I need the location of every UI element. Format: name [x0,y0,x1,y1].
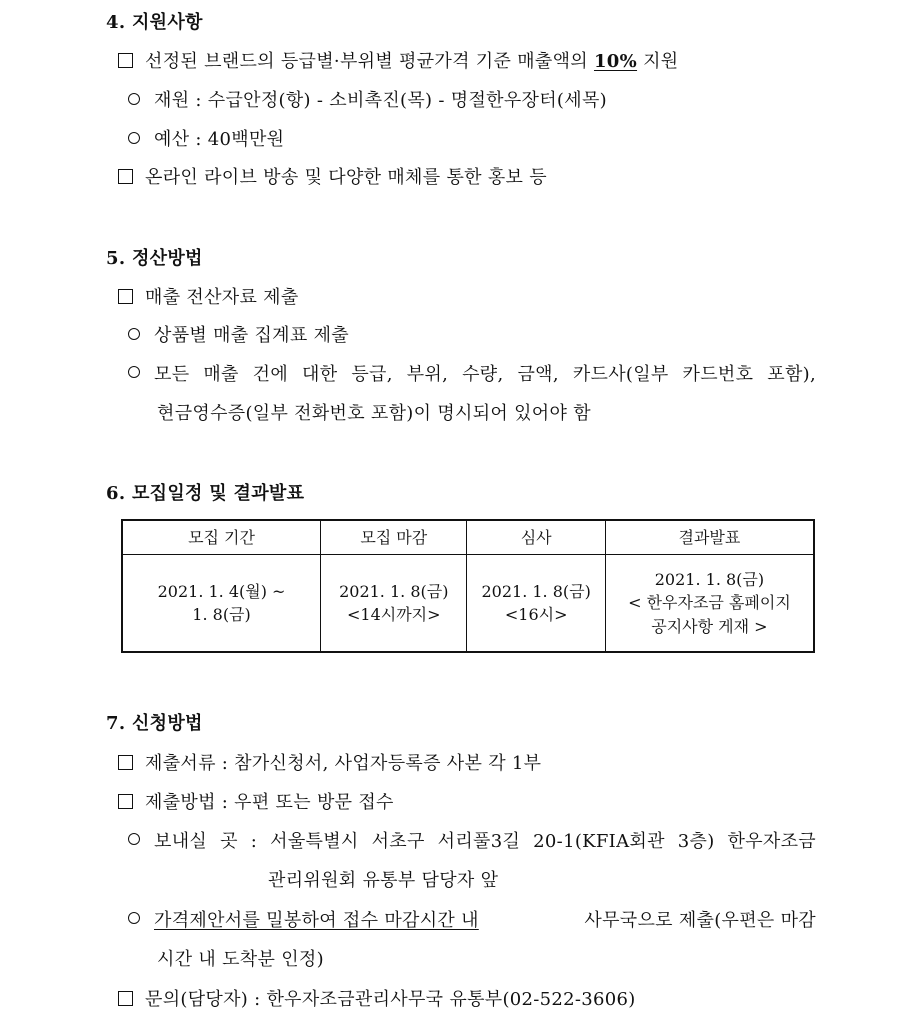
section-4-bullet-2 [118,163,547,189]
table-row [122,555,814,653]
section-5-sub-1 [128,321,349,347]
circle-bullet-icon [128,366,140,378]
section-7-bullet-3 [118,985,636,1011]
sub-text: 상품별 매출 집계표 제출 [154,325,349,346]
section-7-sub-1 [128,827,816,853]
circle-bullet-icon [128,93,140,105]
cell-line: <16시> [504,605,568,624]
bullet-text-end: 지원 [637,51,679,72]
underlined-text: 가격제안서를 밀봉하여 접수 마감시간 내 [154,910,479,931]
cell-line: 2021. 1. 4(월) ~ [157,581,286,601]
sub-text: 예산 : 40백만원 [154,129,285,150]
sub-text-wrap [154,906,816,932]
bullet-text: 온라인 라이브 방송 및 다양한 매체를 통한 홍보 등 [145,167,547,188]
header-deadline: 모집 마감 [321,520,467,555]
section-7-sub-2-cont: 시간 내 도착분 인정) [157,949,324,970]
checkbox-square-icon [118,991,133,1006]
cell-review [467,555,605,653]
table-header-row [122,520,814,555]
section-5-sub-2-cont: 현금영수증(일부 전화번호 포함)이 명시되어 있어야 함 [157,403,591,424]
circle-bullet-icon [128,912,140,924]
header-review: 심사 [467,520,605,555]
cell-result [605,555,814,653]
section-7-sub-2 [128,906,816,932]
bullet-text: 선정된 브랜드의 등급별·부위별 평균가격 기준 매출액의 [145,51,594,72]
bullet-text: 제출방법 : 우편 또는 방문 접수 [145,792,394,813]
cell-line: 2021. 1. 8(금) [654,570,765,590]
header-period: 모집 기간 [122,520,321,555]
section-6-heading: 6. 모집일정 및 결과발표 [106,483,305,504]
section-7-heading: 7. 신청방법 [106,713,203,734]
bullet-text: 제출서류 : 참가신청서, 사업자등록증 사본 각 1부 [145,753,542,774]
bullet-text: 문의(담당자) : 한우자조금관리사무국 유통부(02-522-3606) [145,989,636,1010]
header-result: 결과발표 [605,520,814,555]
cell-deadline [321,555,467,653]
support-percent: 10% [593,51,638,72]
schedule-table [121,519,815,653]
section-4-sub-1 [128,86,607,112]
section-4-sub-2 [128,125,284,151]
sub-text: 모든 매출 건에 대한 등급, 부위, 수량, 금액, 카드사(일부 카드번호 포함), [154,364,816,385]
cell-line: < 한우자조금 홈페이지 [628,593,791,613]
cell-period [122,555,321,653]
section-4-bullet-1 [118,47,678,73]
cell-line: 공지사항 게재 > [651,616,768,636]
cell-line: 1. 8(금) [192,605,251,624]
checkbox-square-icon [118,53,133,68]
section-7-bullet-2 [118,788,394,814]
section-5-bullet-1 [118,283,299,309]
cell-line: 2021. 1. 8(금) [339,581,449,601]
sub-text: 사무국으로 제출(우편은 마감 [584,910,816,931]
section-5-sub-2 [128,360,816,386]
section-7-sub-1-cont: 관리위원회 유통부 담당자 앞 [268,870,499,891]
checkbox-square-icon [118,169,133,184]
section-4-heading: 4. 지원사항 [106,12,203,33]
circle-bullet-icon [128,833,140,845]
sub-text: 보내실 곳 : 서울특별시 서초구 서리풀3길 20-1(KFIA회관 3층) 한우자조금 [154,831,816,852]
cell-line: <14시까지> [347,605,441,624]
cell-line: 2021. 1. 8(금) [481,581,591,601]
circle-bullet-icon [128,328,140,340]
section-7-bullet-1 [118,749,541,775]
circle-bullet-icon [128,132,140,144]
checkbox-square-icon [118,794,133,809]
checkbox-square-icon [118,289,133,304]
section-5-heading: 5. 정산방법 [106,248,203,269]
checkbox-square-icon [118,755,133,770]
sub-text: 재원 : 수급안정(항) - 소비촉진(목) - 명절한우장터(세목) [154,90,607,111]
bullet-text: 매출 전산자료 제출 [145,287,299,308]
